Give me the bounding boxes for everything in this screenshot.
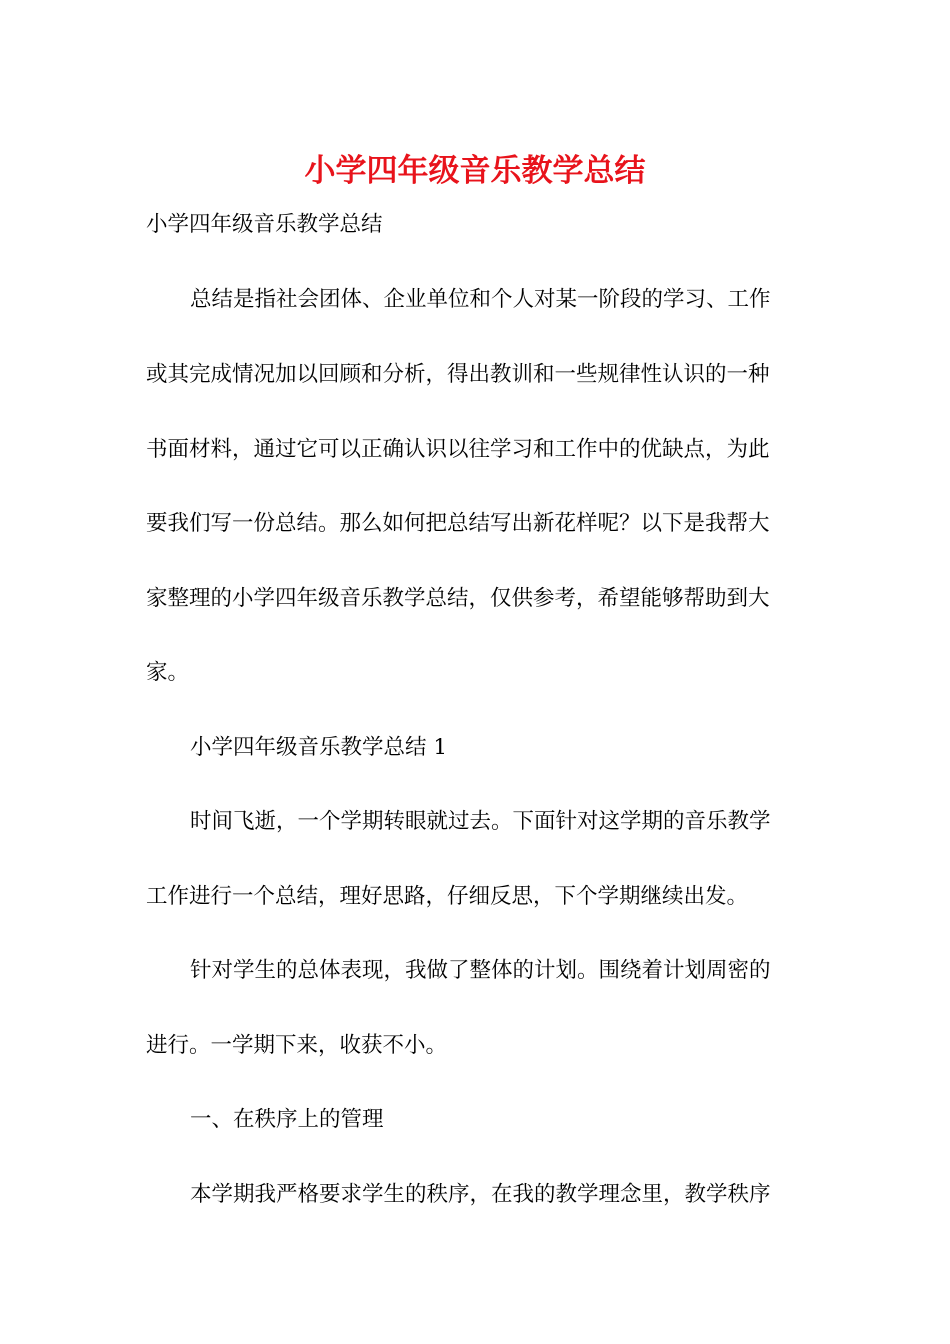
paragraph-line: 家。 <box>146 660 190 685</box>
paragraph-line: 或其完成情况加以回顾和分析，得出教训和一些规律性认识的一种 <box>146 362 770 387</box>
paragraph-line: 家整理的小学四年级音乐教学总结，仅供参考，希望能够帮助到大 <box>146 586 770 611</box>
paragraph-line: 本学期我严格要求学生的秩序，在我的教学理念里，教学秩序 <box>190 1182 771 1207</box>
subtitle-line: 小学四年级音乐教学总结 <box>146 212 383 237</box>
paragraph-line: 工作进行一个总结，理好思路，仔细反思，下个学期继续出发。 <box>146 884 749 909</box>
paragraph-line: 时间飞逝，一个学期转眼就过去。下面针对这学期的音乐教学 <box>190 809 771 834</box>
paragraph-line: 书面材料，通过它可以正确认识以往学习和工作中的优缺点，为此 <box>146 437 770 462</box>
paragraph-line: 要我们写一份总结。那么如何把总结写出新花样呢？以下是我帮大 <box>146 511 770 536</box>
paragraph-line: 针对学生的总体表现，我做了整体的计划。围绕着计划周密的 <box>190 958 771 983</box>
document-title: 小学四年级音乐教学总结 <box>304 153 646 189</box>
paragraph-line: 总结是指社会团体、企业单位和个人对某一阶段的学习、工作 <box>190 287 771 312</box>
section-heading: 小学四年级音乐教学总结 1 <box>190 735 448 760</box>
section-heading: 一、在秩序上的管理 <box>190 1107 384 1132</box>
paragraph-line: 进行。一学期下来，收获不小。 <box>146 1033 448 1058</box>
